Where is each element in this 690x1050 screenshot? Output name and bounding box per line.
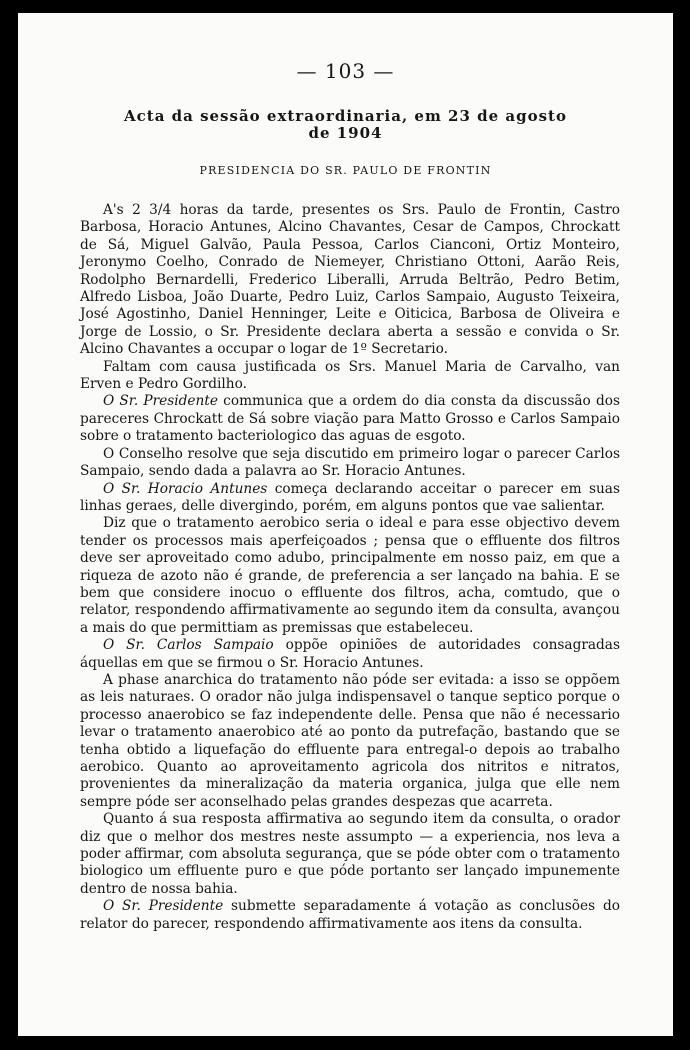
paragraph-resolution [80,446,620,481]
paragraph-text: A's 2 3/4 horas da tarde, presentes os Srs. Paulo de Frontin, Castro Barbosa, Horacio Antunes, Alcino Chavantes, Cesar de Campos, Chrockatt de Sá, Miguel Galvão, Paula Pessoa, Carlos Cianconi, Ortiz Monteiro, Jeronymo Coelho, Conrado de Niemeyer, Christiano Ottoni, Aarão Reis, Rodolpho Bernardelli, Frederico Liberalli, Arruda Beltrão, Pedro Betim, Alfredo Lisboa, João Duarte, Pedro Luiz, Carlos Sampaio, Augusto Teixeira, José Agostinho, Daniel Henninger, Leite e Oiticica, Barbosa de Oliveira e Jorge de Lossio, o Sr. Presidente declara aberta a sessão e convida o Sr. Alcino Chavantes a occupar o logar de 1º Secretario. [80,202,620,358]
paragraph-aerobic [80,515,620,637]
paragraph-text: communica que a ordem do dia consta da discussão dos pareceres Chrockatt de Sá sobre viação para Matto Grosso e Carlos Sampaio sobre o tratamento bacteriologico das aguas de esgoto. [80,393,620,445]
paragraph-absences [80,359,620,394]
paragraph-text: A phase anarchica do tratamento não póde ser evitada: a isso se oppõem as leis naturaes. O orador não julga indispensavel o tanque septico porque o processo anaerobico se faz independente delle. Pensa que não é necessario levar o tratamento anaerobico até ao ponto da putrefação, bastando que se tenha obtido a liquefação do effluente para entregal-o depois ao trabalho aerobico. Quanto ao aproveitamento agricola dos nitritos e nitratos, provenientes da mineralização da materia organica, julga que elle nem sempre póde ser aconselhado pelas grandes despezas que acarreta. [80,671,620,810]
speaker-lead: O Sr. Presidente [103,393,218,410]
minutes-title [78,108,613,142]
paragraph-attendance [80,202,620,359]
paragraph-text: Faltam com causa justificada os Srs. Manuel Maria de Carvalho, van Erven e Pedro Gordilho. [80,358,620,393]
paragraph-sampaio [80,637,620,672]
minutes-body [80,202,620,933]
speaker-lead: O Sr. Horacio Antunes [103,480,268,497]
paragraph-text: Diz que o tratamento aerobico seria o ideal e para esse objectivo devem tender os processos mais aperfeiçoados ; pensa que o effluente dos filtros deve ser aproveitado como adubo, principalmente em nosso paiz, em que a riqueza de azoto não é grande, de preferencia a ser lançado na bahia. E se bem que considere inocuo o effluente dos filtros, acha, comtudo, que o relator, respondendo affirmativamente ao segundo item da consulta, avançou a mais do que permittiam as premissas que estabeleceu. [80,515,620,636]
paragraph-text: O Conselho resolve que seja discutido em primeiro logar o parecer Carlos Sampaio, sendo dada a palavra ao Sr. Horacio Antunes. [80,445,620,480]
paragraph-text: Quanto á sua resposta affirmativa ao segundo item da consulta, o orador diz que o melhor dos mestres neste assumpto — a experiencia, nos leva a poder affirmar, com absoluta segurança, que se póde obter com o tratamento biologico um effluente puro e que póde portanto ser lançado impunemente dentro de nossa bahia. [80,811,620,897]
paragraph-antunes [80,481,620,516]
document-page [18,13,673,1036]
presidency-line: PRESIDENCIA DO SR. PAULO DE FRONTIN [199,164,492,177]
paragraph-anarchic-phase [80,672,620,811]
speaker-lead: O Sr. Presidente [103,898,224,915]
paragraph-text: submette separadamente á votação as conclusões do relator do parecer, respondendo affirmativamente aos itens da consulta. [80,898,620,932]
paragraph-text: oppõe opiniões de autoridades consagradas áquellas em que se firmou o Sr. Horacio Antunes. [80,637,620,671]
paragraph-agenda [80,393,620,445]
paragraph-second-item [80,811,620,898]
page-number: — 103 — [296,59,395,83]
minutes-title-line-1: Acta da sessão extraordinaria, em 23 de agosto [124,107,567,125]
paragraph-text: começa declarando acceitar o parecer em suas linhas geraes, delle divergindo, porém, em alguns pontos que vae salientar. [80,480,620,514]
paragraph-vote [80,898,620,933]
speaker-lead: O Sr. Carlos Sampaio [103,637,274,654]
minutes-title-line-2: de 1904 [308,124,383,142]
